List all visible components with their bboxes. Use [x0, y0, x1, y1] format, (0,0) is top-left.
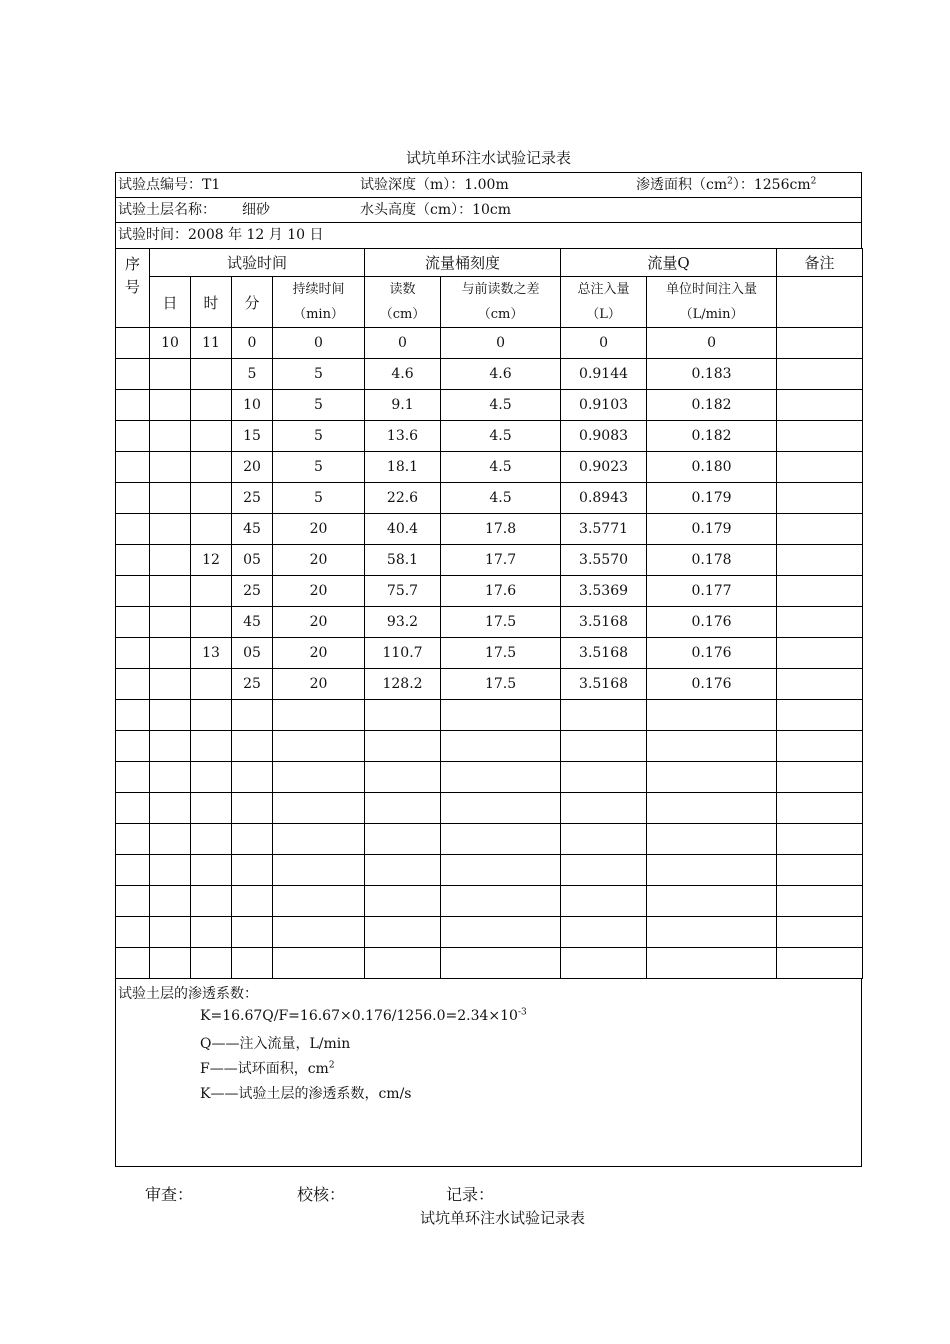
cell-total: 3.5168 — [561, 638, 647, 669]
cell-remark — [777, 607, 863, 638]
cell-min: 05 — [232, 545, 273, 576]
cell-remark — [777, 638, 863, 669]
f-definition: F——试环面积，$cm^2$ — [200, 1060, 335, 1077]
cell-day — [150, 607, 191, 638]
k-definition: K——试验土层的渗透系数，cm/s — [200, 1086, 412, 1102]
cell-min — [232, 917, 273, 948]
cell-unit: 0.176 — [647, 607, 777, 638]
cell-seq — [116, 638, 150, 669]
table-row — [116, 483, 863, 514]
cell-hour: 11 — [191, 328, 232, 359]
cell-unit — [647, 731, 777, 762]
cell-diff: 4.5 — [441, 452, 561, 483]
cell-min: 45 — [232, 607, 273, 638]
cell-read — [365, 762, 441, 793]
cell-day — [150, 390, 191, 421]
cell-hour — [191, 390, 232, 421]
table-row — [116, 514, 863, 545]
cell-remark — [777, 421, 863, 452]
cell-total: 3.5570 — [561, 545, 647, 576]
cell-day — [150, 917, 191, 948]
cell-day — [150, 762, 191, 793]
cell-seq — [116, 421, 150, 452]
cell-day — [150, 700, 191, 731]
cell-seq — [116, 886, 150, 917]
table-row — [116, 855, 863, 886]
cell-seq — [116, 700, 150, 731]
cell-read: 58.1 — [365, 545, 441, 576]
cell-dur — [273, 700, 365, 731]
permeability-section — [115, 978, 862, 1167]
cell-seq — [116, 359, 150, 390]
cell-read — [365, 948, 441, 979]
cell-min: 45 — [232, 514, 273, 545]
header-hour: 时 — [191, 277, 232, 328]
cell-read — [365, 855, 441, 886]
cell-min: 15 — [232, 421, 273, 452]
cell-read — [365, 793, 441, 824]
cell-unit — [647, 948, 777, 979]
cell-dur: 20 — [273, 576, 365, 607]
cell-total: 3.5369 — [561, 576, 647, 607]
table-row — [116, 576, 863, 607]
cell-min — [232, 793, 273, 824]
cell-dur — [273, 948, 365, 979]
cell-unit — [647, 886, 777, 917]
table-row — [116, 886, 863, 917]
cell-remark — [777, 483, 863, 514]
cell-day — [150, 948, 191, 979]
cell-dur — [273, 793, 365, 824]
cell-min — [232, 824, 273, 855]
cell-diff: 17.5 — [441, 607, 561, 638]
cell-total — [561, 731, 647, 762]
cell-read: 75.7 — [365, 576, 441, 607]
cell-seq — [116, 793, 150, 824]
cell-remark — [777, 793, 863, 824]
cell-remark — [777, 514, 863, 545]
cell-total — [561, 855, 647, 886]
cell-day — [150, 638, 191, 669]
cell-diff — [441, 762, 561, 793]
cell-remark — [777, 545, 863, 576]
cell-hour — [191, 452, 232, 483]
cell-day — [150, 421, 191, 452]
cell-diff: 0 — [441, 328, 561, 359]
header-test-time: 试验时间 — [150, 249, 365, 277]
cell-unit: 0.178 — [647, 545, 777, 576]
cell-hour — [191, 793, 232, 824]
cell-seq — [116, 669, 150, 700]
cell-dur: 5 — [273, 483, 365, 514]
cell-hour — [191, 607, 232, 638]
cell-diff — [441, 917, 561, 948]
cell-dur — [273, 917, 365, 948]
cell-seq — [116, 731, 150, 762]
cell-day — [150, 514, 191, 545]
table-row — [116, 545, 863, 576]
cell-dur — [273, 824, 365, 855]
cell-remark — [777, 452, 863, 483]
cell-read: 13.6 — [365, 421, 441, 452]
cell-unit: 0.179 — [647, 514, 777, 545]
cell-dur: 20 — [273, 638, 365, 669]
cell-total: 0.9103 — [561, 390, 647, 421]
cell-dur: 5 — [273, 359, 365, 390]
cell-seq — [116, 328, 150, 359]
test-depth-label: 试验深度（m）：1.00m — [360, 177, 509, 193]
cell-read: 0 — [365, 328, 441, 359]
cell-total — [561, 762, 647, 793]
cell-unit — [647, 917, 777, 948]
cell-hour — [191, 948, 232, 979]
table-row — [116, 421, 863, 452]
cell-dur — [273, 886, 365, 917]
cell-diff: 17.6 — [441, 576, 561, 607]
table-row — [116, 452, 863, 483]
cell-read: 40.4 — [365, 514, 441, 545]
cell-unit: 0.176 — [647, 669, 777, 700]
cell-unit — [647, 793, 777, 824]
k-formula: $K=16.67Q/F=16.67\times 0.176/1256.0=2.34\times 10^{-3}$ — [200, 1007, 527, 1024]
header-seq: 序 号 — [116, 249, 150, 328]
cell-read: 128.2 — [365, 669, 441, 700]
cell-seq — [116, 576, 150, 607]
cell-hour — [191, 762, 232, 793]
cell-min: 25 — [232, 576, 273, 607]
cell-total: 0.9083 — [561, 421, 647, 452]
cell-total: 0.9023 — [561, 452, 647, 483]
header-flow-q: 流量Q — [561, 249, 777, 277]
cell-remark — [777, 917, 863, 948]
table-row — [116, 948, 863, 979]
cell-min — [232, 700, 273, 731]
cell-seq — [116, 545, 150, 576]
cell-total — [561, 948, 647, 979]
cell-day — [150, 545, 191, 576]
soil-layer-label: 试验土层名称： — [118, 202, 216, 218]
cell-total: 3.5168 — [561, 669, 647, 700]
cell-seq — [116, 824, 150, 855]
infiltration-area-label: 渗透面积$(cm^2)$：$1256cm^2$ — [636, 176, 817, 193]
cell-min: 5 — [232, 359, 273, 390]
cell-remark — [777, 762, 863, 793]
cell-dur: 0 — [273, 328, 365, 359]
cell-hour: 13 — [191, 638, 232, 669]
cell-total — [561, 700, 647, 731]
cell-remark — [777, 886, 863, 917]
cell-remark — [777, 700, 863, 731]
cell-dur: 20 — [273, 607, 365, 638]
table-row — [116, 824, 863, 855]
header-day: 日 — [150, 277, 191, 328]
cell-seq — [116, 855, 150, 886]
cell-remark — [777, 731, 863, 762]
cell-dur: 5 — [273, 421, 365, 452]
cell-diff — [441, 700, 561, 731]
cell-read: 93.2 — [365, 607, 441, 638]
cell-total — [561, 886, 647, 917]
info-row-soil — [115, 197, 862, 222]
table-row — [116, 390, 863, 421]
cell-min: 10 — [232, 390, 273, 421]
cell-total: 0 — [561, 328, 647, 359]
cell-hour — [191, 731, 232, 762]
cell-remark — [777, 669, 863, 700]
cell-unit: 0.177 — [647, 576, 777, 607]
cell-hour — [191, 855, 232, 886]
cell-remark — [777, 328, 863, 359]
footer-title: 试坑单环注水试验记录表 — [419, 1209, 585, 1227]
record-signature: 记录： — [446, 1185, 495, 1204]
cell-diff — [441, 824, 561, 855]
cell-remark — [777, 390, 863, 421]
cell-dur: 5 — [273, 390, 365, 421]
cell-dur: 20 — [273, 514, 365, 545]
cell-diff: 17.5 — [441, 669, 561, 700]
cell-read — [365, 917, 441, 948]
cell-day — [150, 731, 191, 762]
cell-day — [150, 855, 191, 886]
header-duration: 持续时间 （min） — [273, 277, 365, 328]
cell-read: 4.6 — [365, 359, 441, 390]
header-reading: 读数 （cm） — [365, 277, 441, 328]
cell-unit: 0.182 — [647, 390, 777, 421]
table-row — [116, 328, 863, 359]
cell-hour: 12 — [191, 545, 232, 576]
test-date-label: 试验时间：2008 年 12 月 10 日 — [118, 227, 324, 243]
cell-day — [150, 576, 191, 607]
cell-remark — [777, 824, 863, 855]
cell-hour — [191, 669, 232, 700]
cell-total: 0.8943 — [561, 483, 647, 514]
cell-diff — [441, 855, 561, 886]
table-row — [116, 762, 863, 793]
cell-hour — [191, 700, 232, 731]
cell-seq — [116, 917, 150, 948]
table-row — [116, 917, 863, 948]
table-row — [116, 669, 863, 700]
soil-layer-value: 细砂 — [242, 202, 270, 218]
cell-read: 9.1 — [365, 390, 441, 421]
water-head-label: 水头高度（cm）：10cm — [360, 202, 512, 218]
permeability-heading: 试验土层的渗透系数： — [118, 986, 258, 1002]
test-point-label: 试验点编号：T1 — [118, 177, 221, 193]
cell-seq — [116, 483, 150, 514]
table-row — [116, 359, 863, 390]
cell-total: 3.5771 — [561, 514, 647, 545]
table-row — [116, 607, 863, 638]
cell-day — [150, 824, 191, 855]
cell-diff — [441, 731, 561, 762]
cell-day — [150, 359, 191, 390]
cell-seq — [116, 762, 150, 793]
cell-diff — [441, 948, 561, 979]
cell-day — [150, 483, 191, 514]
cell-total — [561, 824, 647, 855]
cell-hour — [191, 886, 232, 917]
table-row — [116, 793, 863, 824]
cell-day — [150, 886, 191, 917]
cell-min — [232, 886, 273, 917]
cell-seq — [116, 514, 150, 545]
cell-remark — [777, 576, 863, 607]
cell-unit: 0 — [647, 328, 777, 359]
cell-read — [365, 824, 441, 855]
cell-diff: 17.7 — [441, 545, 561, 576]
cell-min: 25 — [232, 669, 273, 700]
cell-unit: 0.180 — [647, 452, 777, 483]
check-signature: 校核： — [297, 1185, 346, 1204]
cell-dur — [273, 762, 365, 793]
cell-diff: 4.5 — [441, 421, 561, 452]
cell-diff — [441, 793, 561, 824]
cell-diff: 17.8 — [441, 514, 561, 545]
cell-dur: 20 — [273, 545, 365, 576]
header-total-volume: 总注入量 （L） — [561, 277, 647, 328]
cell-total — [561, 793, 647, 824]
cell-unit: 0.183 — [647, 359, 777, 390]
info-row-point — [115, 172, 862, 197]
cell-hour — [191, 824, 232, 855]
cell-read — [365, 700, 441, 731]
cell-seq — [116, 607, 150, 638]
cell-diff: 17.5 — [441, 638, 561, 669]
cell-day — [150, 669, 191, 700]
cell-min: 0 — [232, 328, 273, 359]
cell-seq — [116, 948, 150, 979]
cell-day — [150, 452, 191, 483]
cell-hour — [191, 359, 232, 390]
table-row — [116, 638, 863, 669]
cell-remark — [777, 948, 863, 979]
cell-read — [365, 886, 441, 917]
header-remark-empty — [777, 277, 863, 328]
cell-unit — [647, 700, 777, 731]
cell-hour — [191, 483, 232, 514]
cell-diff: 4.5 — [441, 390, 561, 421]
cell-unit: 0.179 — [647, 483, 777, 514]
form-title: 试坑单环注水试验记录表 — [405, 149, 571, 167]
cell-diff — [441, 886, 561, 917]
cell-min: 25 — [232, 483, 273, 514]
cell-total — [561, 917, 647, 948]
record-table — [115, 248, 863, 979]
table-row — [116, 731, 863, 762]
cell-unit: 0.176 — [647, 638, 777, 669]
cell-total: 3.5168 — [561, 607, 647, 638]
cell-day: 10 — [150, 328, 191, 359]
header-diff: 与前读数之差 （cm） — [441, 277, 561, 328]
header-unit-volume: 单位时间注入量 （L/min） — [647, 277, 777, 328]
header-remark: 备注 — [777, 249, 863, 277]
cell-remark — [777, 359, 863, 390]
info-row-time — [115, 222, 862, 248]
cell-min — [232, 731, 273, 762]
cell-seq — [116, 452, 150, 483]
header-minute: 分 — [232, 277, 273, 328]
cell-min — [232, 948, 273, 979]
cell-read — [365, 731, 441, 762]
cell-hour — [191, 576, 232, 607]
cell-day — [150, 793, 191, 824]
cell-seq — [116, 390, 150, 421]
cell-total: 0.9144 — [561, 359, 647, 390]
cell-min — [232, 762, 273, 793]
cell-read: 22.6 — [365, 483, 441, 514]
cell-diff: 4.6 — [441, 359, 561, 390]
cell-read: 18.1 — [365, 452, 441, 483]
cell-unit — [647, 824, 777, 855]
cell-remark — [777, 855, 863, 886]
cell-hour — [191, 421, 232, 452]
cell-hour — [191, 514, 232, 545]
cell-dur: 20 — [273, 669, 365, 700]
cell-read: 110.7 — [365, 638, 441, 669]
cell-dur — [273, 855, 365, 886]
cell-diff: 4.5 — [441, 483, 561, 514]
cell-min: 20 — [232, 452, 273, 483]
cell-unit — [647, 762, 777, 793]
cell-hour — [191, 917, 232, 948]
table-row — [116, 700, 863, 731]
cell-min — [232, 855, 273, 886]
q-definition: Q——注入流量，L/min — [200, 1036, 351, 1052]
cell-unit: 0.182 — [647, 421, 777, 452]
review-signature: 审查： — [145, 1185, 194, 1204]
cell-dur — [273, 731, 365, 762]
cell-dur: 5 — [273, 452, 365, 483]
cell-min: 05 — [232, 638, 273, 669]
cell-unit — [647, 855, 777, 886]
header-bucket-scale: 流量桶刻度 — [365, 249, 561, 277]
